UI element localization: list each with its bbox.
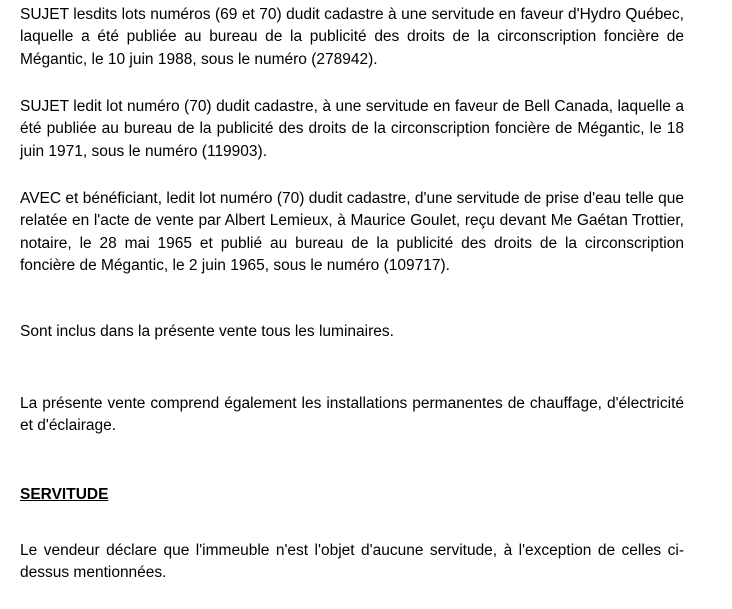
section-heading-servitude: SERVITUDE [20,486,109,503]
paragraph-water-intake-servitude: AVEC et bénéficiant, ledit lot numéro (70) dudit cadastre, d'une servitude de prise d'eau telle que relatée en l'acte de vente par Albert Lemieux, à Maurice Goulet, reçu devant Me Gaétan Trottier, notaire, le 28 mai 1965 et publié au bureau de la publicité des droits de la circonscription foncière de Mégantic, le 2 juin 1965, sous le numéro (109717). [20,190,684,274]
paragraph-installations: La présente vente comprend également les installations permanentes de chauffage, d'électricité et d'éclairage. [20,395,684,435]
paragraph-bell-canada-servitude: SUJET ledit lot numéro (70) dudit cadastre, à une servitude en faveur de Bell Canada, laquelle a été publiée au bureau de la publicité des droits de la circonscription foncière de Mégantic, le 18 juin 1971, sous le numéro (119903). [20,98,684,160]
paragraph-hydro-quebec-servitude: SUJET lesdits lots numéros (69 et 70) dudit cadastre à une servitude en faveur d'Hydro Québec, laquelle a été publiée au bureau de la publicité des droits de la circonscription foncière de Mégantic, le 10 juin 1988, sous le numéro (278942). [20,6,684,68]
paragraph-luminaires: Sont inclus dans la présente vente tous les luminaires. [20,323,394,340]
paragraph-seller-declaration: Le vendeur déclare que l'immeuble n'est l'objet d'aucune servitude, à l'exception de celles ci-dessus mentionnées. [20,542,684,582]
